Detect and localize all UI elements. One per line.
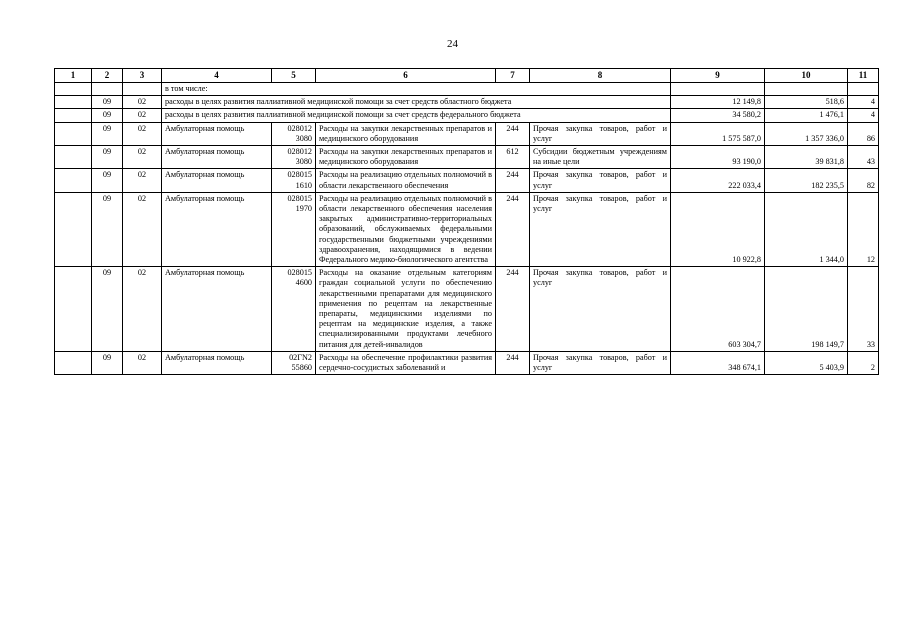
cell-expense-type: 244: [496, 122, 530, 145]
cell-category: Амбулаторная помощь: [162, 169, 272, 192]
cell-amount-fact: 198 149,7: [765, 267, 848, 352]
col-header: 1: [55, 69, 92, 83]
cell-amount-fact: 1 344,0: [765, 192, 848, 266]
cell-target-code: 02ГN2 55860: [272, 351, 316, 374]
table-row: [55, 169, 879, 192]
cell-amount-fact: 182 235,5: [765, 169, 848, 192]
cell-amount-plan: 10 922,8: [671, 192, 765, 266]
cell-subsection: 02: [123, 146, 162, 169]
col-header: 10: [765, 69, 848, 83]
cell-subsection: 02: [123, 109, 162, 122]
cell-target-code: 028015 1970: [272, 192, 316, 266]
cell-percent: 12: [848, 192, 879, 266]
cell-expense-type: 244: [496, 192, 530, 266]
table-row: [55, 146, 879, 169]
cell-description: Расходы на оказание отдельным категориям граждан социальной услуги по обеспечению лекарственными препаратами для медицинского применения по рецептам на лекарственные препараты, медицинскими изделиями по рецептам на медицинские изделия, а также специализированными продуктами лечебного питания для детей-инвалидов: [316, 267, 496, 352]
cell-description: расходы в целях развития паллиативной медицинской помощи за счет средств областного бюджета: [162, 96, 671, 109]
cell-section: 09: [92, 109, 123, 122]
cell-target-code: 028012 3080: [272, 122, 316, 145]
table-row: [55, 192, 879, 266]
table-row: [55, 96, 879, 109]
cell-subsection: 02: [123, 169, 162, 192]
cell-category: Амбулаторная помощь: [162, 267, 272, 352]
table-row: [55, 267, 879, 352]
cell-amount-plan: 222 033,4: [671, 169, 765, 192]
cell-section: 09: [92, 192, 123, 266]
cell-subsection: 02: [123, 351, 162, 374]
cell-amount-fact: 5 403,9: [765, 351, 848, 374]
cell-target-code: 028015 4600: [272, 267, 316, 352]
cell-amount-fact: 1 476,1: [765, 109, 848, 122]
cell-percent: 2: [848, 351, 879, 374]
cell-target-code: 028012 3080: [272, 146, 316, 169]
col-header: 9: [671, 69, 765, 83]
cell-percent: 43: [848, 146, 879, 169]
cell-description: Расходы на реализацию отдельных полномочий в области лекарственного обеспечения населения закрытых административно-территориальных образований, обслуживаемых федеральными государственными бюджетными учреждениями здравоохранения, находящимися в ведении Федерального медико-биологического агентства: [316, 192, 496, 266]
cell-amount-plan: 603 304,7: [671, 267, 765, 352]
cell-expense-name: Прочая закупка товаров, работ и услуг: [530, 267, 671, 352]
col-header: 4: [162, 69, 272, 83]
budget-table: [54, 68, 879, 375]
cell-category: Амбулаторная помощь: [162, 192, 272, 266]
subheader-row: [55, 83, 879, 96]
cell-subsection: 02: [123, 96, 162, 109]
cell-description: Расходы на обеспечение профилактики развития сердечно-сосудистых заболеваний и: [316, 351, 496, 374]
col-header: 2: [92, 69, 123, 83]
cell-category: Амбулаторная помощь: [162, 146, 272, 169]
cell-expense-name: Прочая закупка товаров, работ и услуг: [530, 169, 671, 192]
col-header: 6: [316, 69, 496, 83]
cell-section: 09: [92, 122, 123, 145]
cell-amount-plan: 93 190,0: [671, 146, 765, 169]
cell-percent: 4: [848, 96, 879, 109]
page-number: 24: [447, 38, 458, 50]
cell-expense-type: 244: [496, 169, 530, 192]
cell-expense-type: 612: [496, 146, 530, 169]
cell-amount-plan: 34 580,2: [671, 109, 765, 122]
cell-percent: 4: [848, 109, 879, 122]
col-header: 11: [848, 69, 879, 83]
cell-percent: 82: [848, 169, 879, 192]
cell-expense-name: Прочая закупка товаров, работ и услуг: [530, 192, 671, 266]
cell-section: 09: [92, 169, 123, 192]
cell-description: расходы в целях развития паллиативной медицинской помощи за счет средств федерального бюджета: [162, 109, 671, 122]
cell-description: Расходы на закупки лекарственных препаратов и медицинского оборудования: [316, 146, 496, 169]
cell-section: 09: [92, 351, 123, 374]
col-header: 7: [496, 69, 530, 83]
table-row: [55, 351, 879, 374]
col-header: 3: [123, 69, 162, 83]
cell-subsection: 02: [123, 267, 162, 352]
header-row: [55, 69, 879, 83]
cell-amount-plan: 1 575 587,0: [671, 122, 765, 145]
cell-section: 09: [92, 146, 123, 169]
cell-expense-type: 244: [496, 351, 530, 374]
cell-expense-name: Прочая закупка товаров, работ и услуг: [530, 122, 671, 145]
cell-expense-type: 244: [496, 267, 530, 352]
cell-amount-plan: 12 149,8: [671, 96, 765, 109]
cell-category: Амбулаторная помощь: [162, 351, 272, 374]
subheader-text: в том числе:: [162, 83, 671, 96]
col-header: 8: [530, 69, 671, 83]
cell-expense-name: Прочая закупка товаров, работ и услуг: [530, 351, 671, 374]
cell-subsection: 02: [123, 122, 162, 145]
cell-description: Расходы на закупки лекарственных препаратов и медицинского оборудования: [316, 122, 496, 145]
cell-percent: 33: [848, 267, 879, 352]
cell-amount-plan: 348 674,1: [671, 351, 765, 374]
cell-target-code: 028015 1610: [272, 169, 316, 192]
table-row: [55, 109, 879, 122]
cell-subsection: 02: [123, 192, 162, 266]
table-row: [55, 122, 879, 145]
cell-amount-fact: 1 357 336,0: [765, 122, 848, 145]
cell-description: Расходы на реализацию отдельных полномочий в области лекарственного обеспечения: [316, 169, 496, 192]
cell-amount-fact: 518,6: [765, 96, 848, 109]
cell-section: 09: [92, 96, 123, 109]
col-header: 5: [272, 69, 316, 83]
cell-amount-fact: 39 831,8: [765, 146, 848, 169]
cell-category: Амбулаторная помощь: [162, 122, 272, 145]
cell-percent: 86: [848, 122, 879, 145]
cell-section: 09: [92, 267, 123, 352]
cell-expense-name: Субсидии бюджетным учреждениям на иные цели: [530, 146, 671, 169]
